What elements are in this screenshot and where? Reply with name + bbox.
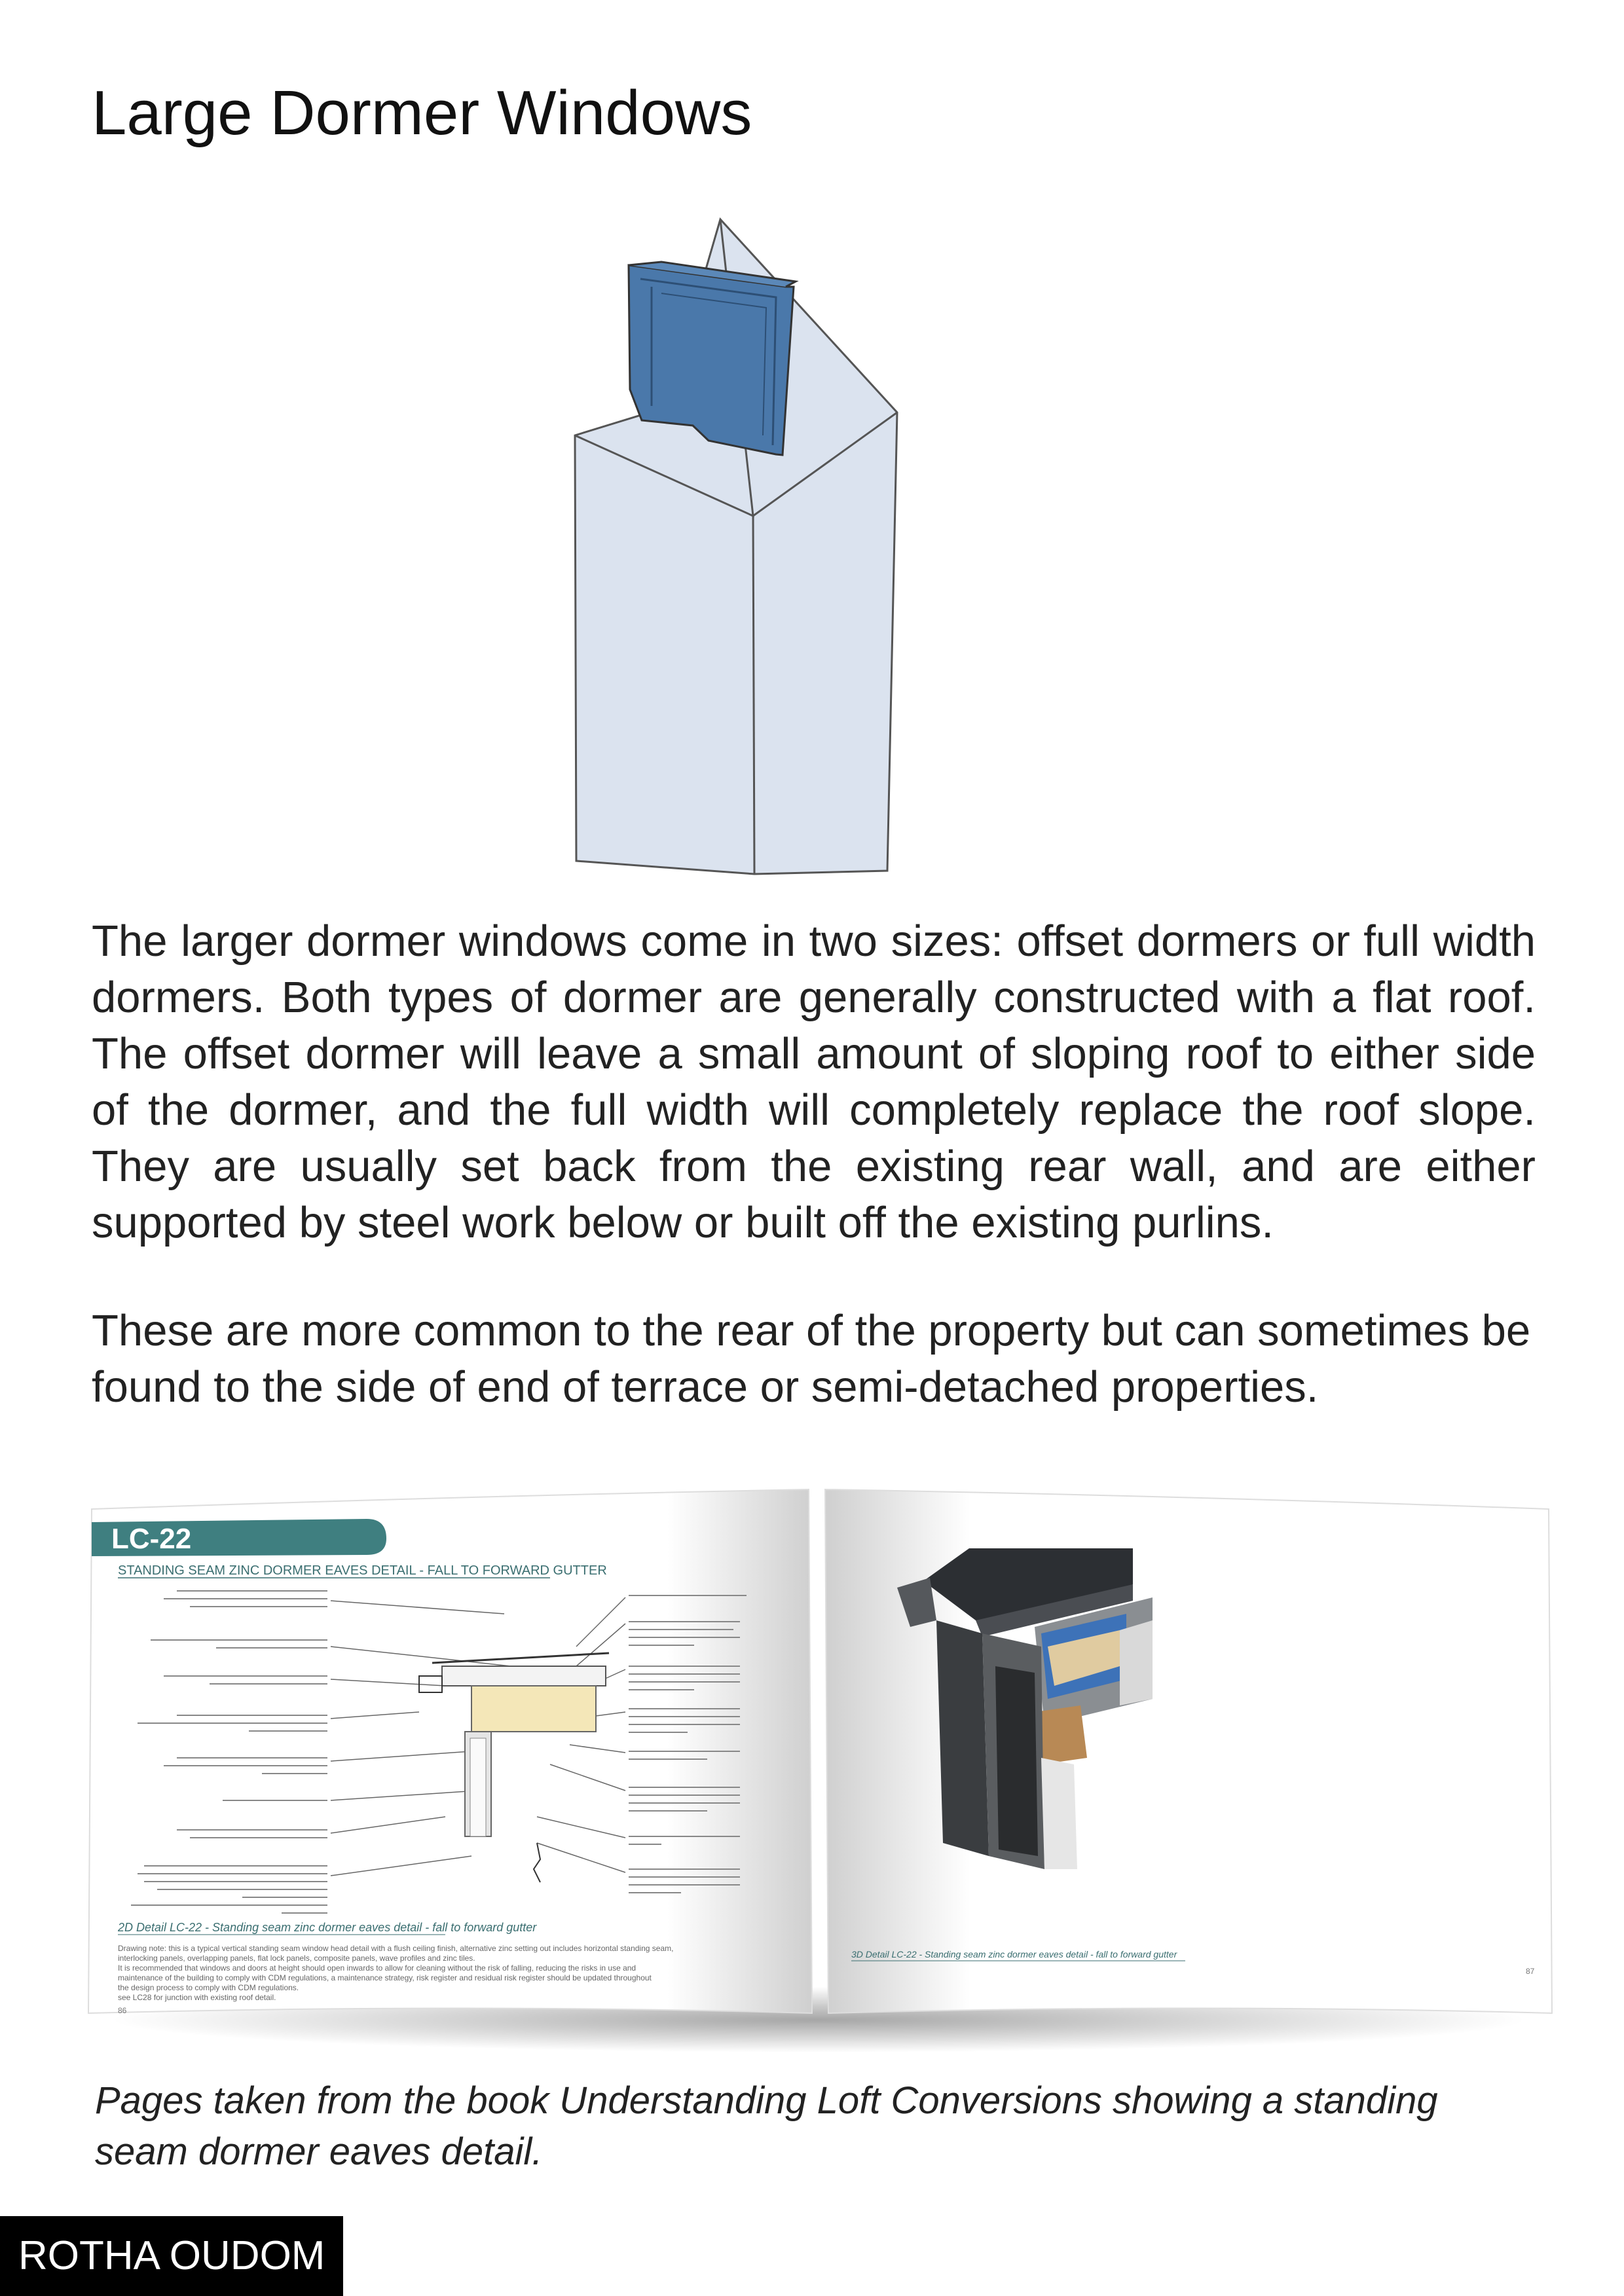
book-code: LC-22	[111, 1523, 192, 1555]
svg-text:interlocking panels, overlappi: interlocking panels, overlapping panels, flat lock panels, composite panels, wave profiles and zinc tiles.	[118, 1954, 475, 1963]
book-heading: STANDING SEAM ZINC DORMER EAVES DETAIL - FALL TO FORWARD GUTTER	[118, 1563, 607, 1578]
right-page-number: 87	[1526, 1967, 1535, 1976]
paragraph-dormer-location: These are more common to the rear of the property but can sometimes be found to the side of end of terrace or semi-detached properties.	[92, 1306, 1531, 1412]
page-title: Large Dormer Windows	[92, 78, 752, 148]
left-page-number: 86	[118, 2006, 127, 2015]
left-detail-caption: 2D Detail LC-22 - Standing seam zinc dormer eaves detail - fall to forward gutter	[118, 1921, 537, 1934]
paragraph-dormer-sizes: The larger dormer windows come in two sizes: offset dormers or full width dormers. Both types of dormer are generally constructed with a flat roof. The offset dormer will leave a small amount of sloping roof to either side of the dormer, and the full width will completely replace the roof slope. They are usually set back from the existing rear wall, and are either supported by steel work below or built off the existing purlins.	[92, 917, 1536, 1247]
svg-text:see LC28 for junction with exi: see LC28 for junction with existing roof detail.	[118, 1993, 276, 2002]
book-spread-image	[79, 1450, 1559, 2066]
image-caption: Pages taken from the book Understanding Loft Conversions showing a standing seam dormer eaves detail.	[95, 2079, 1438, 2173]
author-label: ROTHA OUDOM	[0, 2216, 343, 2296]
svg-text:maintenance of the building to: maintenance of the building to comply with CDM regulations, a maintenance strategy, risk register and residual risk register should be updated throughout	[118, 1973, 652, 1982]
svg-text:Drawing note: this is a typica: Drawing note: this is a typical vertical standing seam window head detail with a flush ceiling finish, alternative zinc setting out includes horizontal standing seam,	[118, 1944, 674, 1953]
svg-text:It is recommended that windows: It is recommended that windows and doors at height should open inwards to allow for cleaning without the risk of falling, reducing the risks in use and	[118, 1963, 637, 1973]
svg-text:the design process to comply w: the design process to comply with CDM regulations.	[118, 1983, 299, 1992]
dormer-house-sketch	[563, 216, 1126, 884]
right-detail-caption: 3D Detail LC-22 - Standing seam zinc dormer eaves detail - fall to forward gutter	[851, 1949, 1177, 1959]
